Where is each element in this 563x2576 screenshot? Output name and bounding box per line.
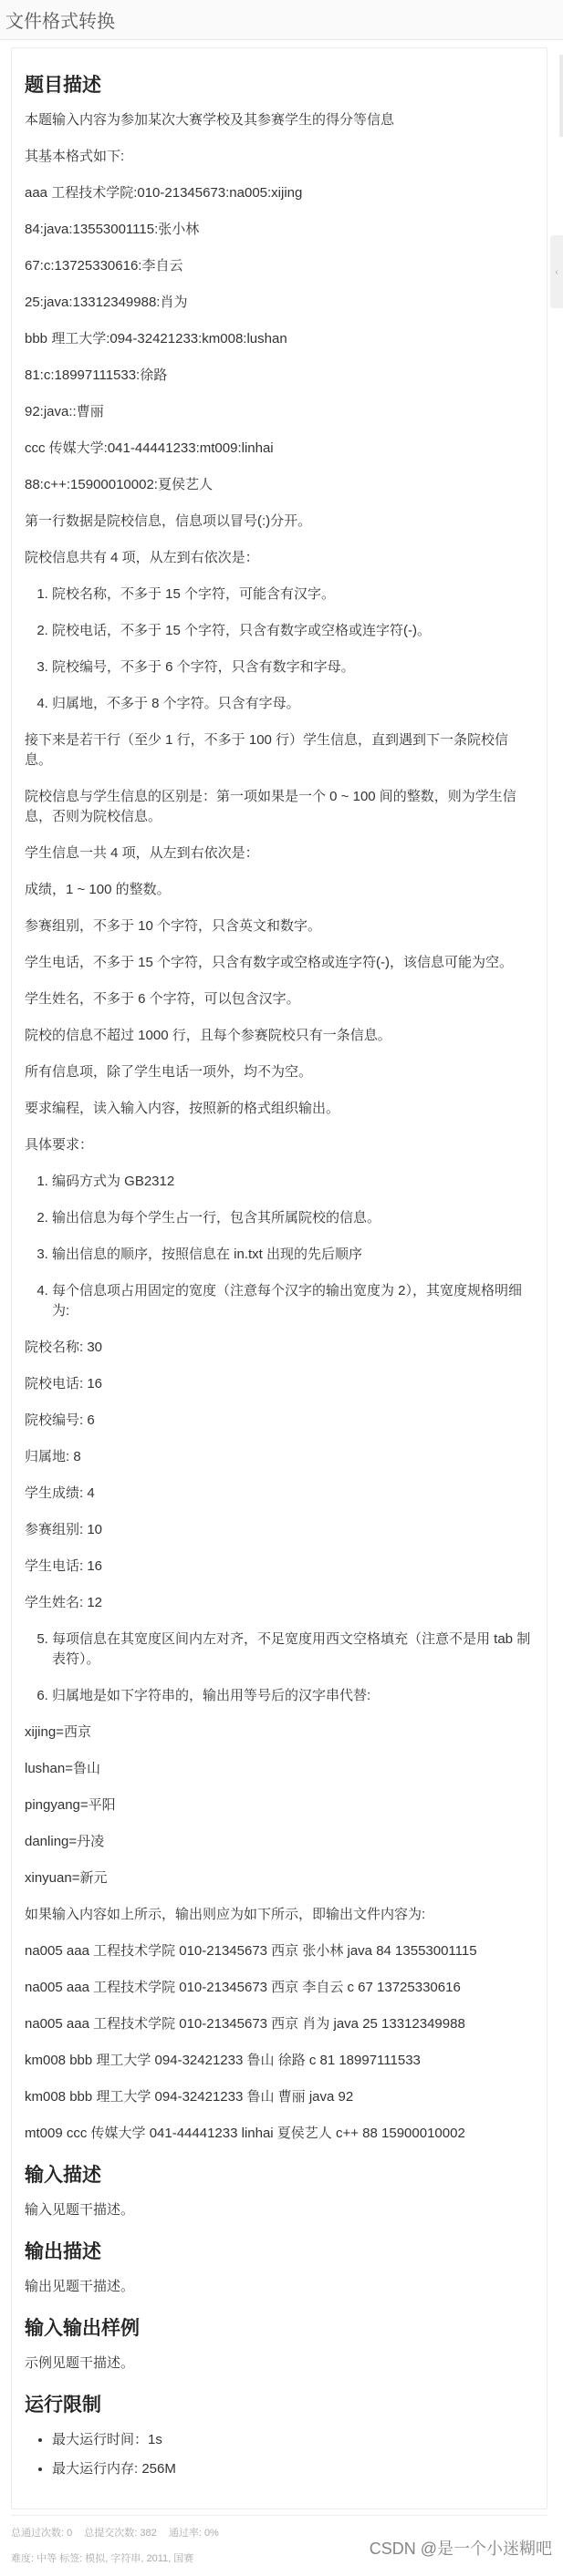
output-line: na005 aaa 工程技术学院 010-21345673 西京 张小林 java 84 13553001115 <box>25 1943 477 1959</box>
side-collapse-tab[interactable] <box>550 235 563 308</box>
width-spec-para: 院校电话: 16 <box>25 1376 103 1391</box>
section-title-limits: 运行限制 <box>25 2395 101 2416</box>
width-spec-para: 参赛组别: 10 <box>25 1522 103 1537</box>
sample-description: 示例见题干描述。 <box>25 2355 135 2371</box>
output-line: na005 aaa 工程技术学院 010-21345673 西京 李自云 c 67 13725330616 <box>25 1980 461 1995</box>
place-and-output-block <box>25 1723 534 2144</box>
page-header <box>0 0 563 40</box>
list-item: 2. 输出信息为每个学生占一行，包含其所属院校的信息。 <box>52 1208 534 1228</box>
output-line: na005 aaa 工程技术学院 010-21345673 西京 肖为 java 25 13312349988 <box>25 2016 465 2032</box>
description-para: lushan=鲁山 <box>25 1761 100 1776</box>
width-spec-block <box>25 1338 534 1613</box>
status-submit-count: 总提交次数: 382 <box>84 2528 157 2539</box>
list-item: 1. 院校名称，不多于 15 个字符，可能含有汉字。 <box>52 585 534 605</box>
output-line: mt009 ccc 传媒大学 041-44441233 linhai 夏侯艺人 c++ 88 15900010002 <box>25 2126 465 2141</box>
description-para: 学生姓名，不多于 6 个字符，可以包含汉字。 <box>25 991 300 1007</box>
width-spec-para: 学生姓名: 12 <box>25 1595 103 1610</box>
limits-list <box>25 2430 534 2479</box>
width-spec-para: 院校名称: 30 <box>25 1340 103 1355</box>
list-item: 3. 输出信息的顺序，按照信息在 in.txt 出现的先后顺序 <box>52 1245 534 1265</box>
output-line: km008 bbb 理工大学 094-32421233 鲁山 徐路 c 81 18997111533 <box>25 2053 421 2068</box>
list-item: • 最大运行时间：1s <box>52 2430 534 2450</box>
output-description: 输出见题干描述。 <box>25 2279 135 2294</box>
list-item: 4. 每个信息项占用固定的宽度（注意每个汉字的输出宽度为 2），其宽度规格明细为: <box>52 1281 534 1321</box>
college-items-list <box>25 585 534 714</box>
status-tags-row: 难度: 中等 标签: 模拟, 字符串, 2011, 国赛 <box>11 2553 194 2564</box>
width-spec-para: 院校编号: 6 <box>25 1412 95 1428</box>
description-para: 84:java:13553001115:张小林 <box>25 222 200 237</box>
list-item: 6. 归属地是如下字符串的，输出用等号后的汉字串代替: <box>52 1686 534 1706</box>
description-para: aaa 工程技术学院:010-21345673:na005:xijing <box>25 185 303 201</box>
section-title-input: 输入描述 <box>25 2165 101 2186</box>
description-para: 参赛组别，不多于 10 个字符，只含英文和数字。 <box>25 918 322 934</box>
list-item: 2. 院校电话，不多于 15 个字符，只含有数字或空格或连字符(-)。 <box>52 621 534 641</box>
description-para: xijing=西京 <box>25 1724 91 1740</box>
page-title: 文件格式转换 <box>5 12 115 32</box>
description-para: 学生电话，不多于 15 个字符，只含有数字或空格或连字符(-)，该信息可能为空。 <box>25 955 514 970</box>
section-title-description: 题目描述 <box>25 75 101 96</box>
list-item: • 最大运行内存: 256M <box>52 2459 534 2479</box>
requirements-list <box>25 1172 534 1321</box>
requirements-list-continued <box>25 1629 534 1706</box>
description-para: 第一行数据是院校信息，信息项以冒号(:)分开。 <box>25 513 312 529</box>
description-para: 学生信息一共 4 项，从左到右依次是： <box>25 845 259 861</box>
list-item: 5. 每项信息在其宽度区间内左对齐，不足宽度用西文空格填充（注意不是用 tab 制表符）。 <box>52 1629 534 1670</box>
list-item: 1. 编码方式为 GB2312 <box>52 1172 534 1192</box>
description-para: 25:java:13312349988:肖为 <box>25 295 188 310</box>
width-spec-para: 学生电话: 16 <box>25 1558 103 1574</box>
problem-panel <box>11 47 547 2509</box>
watermark: CSDN @是一个小迷糊吧 <box>369 2540 552 2558</box>
section-title-output: 输出描述 <box>25 2241 101 2262</box>
student-info-block <box>25 730 534 1155</box>
description-para: bbb 理工大学:094-32421233:km008:lushan <box>25 331 287 347</box>
scroll-indicator <box>559 55 563 137</box>
description-para: 接下来是若干行（至少 1 行，不多于 100 行）学生信息，直到遇到下一条院校信息。 <box>25 732 509 768</box>
description-para: 院校信息共有 4 项，从左到右依次是： <box>25 550 259 565</box>
description-para: 88:c++:15900010002:夏侯艺人 <box>25 477 213 492</box>
description-para: 具体要求： <box>25 1137 94 1153</box>
description-para: pingyang=平阳 <box>25 1797 116 1813</box>
description-para: 成绩，1 ~ 100 的整数。 <box>25 882 171 897</box>
output-line: km008 bbb 理工大学 094-32421233 鲁山 曹丽 java 92 <box>25 2089 354 2105</box>
status-pass-count: 总通过次数: 0 <box>11 2528 73 2539</box>
description-para: 其基本格式如下: <box>25 149 125 164</box>
description-para: 92:java::曹丽 <box>25 404 104 419</box>
description-para: 所有信息项，除了学生电话一项外，均不为空。 <box>25 1064 313 1080</box>
description-para: 院校的信息不超过 1000 行，且每个参赛院校只有一条信息。 <box>25 1028 391 1043</box>
description-para: 本题输入内容为参加某次大赛学校及其参赛学生的得分等信息 <box>25 112 395 128</box>
chevron-left-icon: ‹ <box>555 266 558 277</box>
width-spec-para: 学生成绩: 4 <box>25 1485 95 1501</box>
input-description: 输入见题干描述。 <box>25 2202 135 2218</box>
description-para: 院校信息与学生信息的区别是：第一项如果是一个 0 ~ 100 间的整数，则为学生信息，否则为院校信息。 <box>25 789 516 824</box>
section-title-sample: 输入输出样例 <box>25 2318 140 2339</box>
status-pass-rate: 通过率: 0% <box>168 2528 219 2539</box>
description-para: ccc 传媒大学:041-44441233:mt009:linhai <box>25 440 274 456</box>
width-spec-para: 归属地: 8 <box>25 1449 81 1464</box>
description-para: xinyuan=新元 <box>25 1870 108 1886</box>
description-para: 要求编程，读入输入内容，按照新的格式组织输出。 <box>25 1101 340 1116</box>
description-para: danling=丹凌 <box>25 1834 105 1849</box>
description-para: 67:c:13725330616:李自云 <box>25 258 183 274</box>
description-block <box>25 110 534 568</box>
list-item: 3. 院校编号，不多于 6 个字符，只含有数字和字母。 <box>52 657 534 678</box>
description-para: 81:c:18997111533:徐路 <box>25 367 168 383</box>
description-para: 如果输入内容如上所示，输出则应为如下所示，即输出文件内容为: <box>25 1907 426 1922</box>
list-item: 4. 归属地，不多于 8 个字符。只含有字母。 <box>52 694 534 714</box>
